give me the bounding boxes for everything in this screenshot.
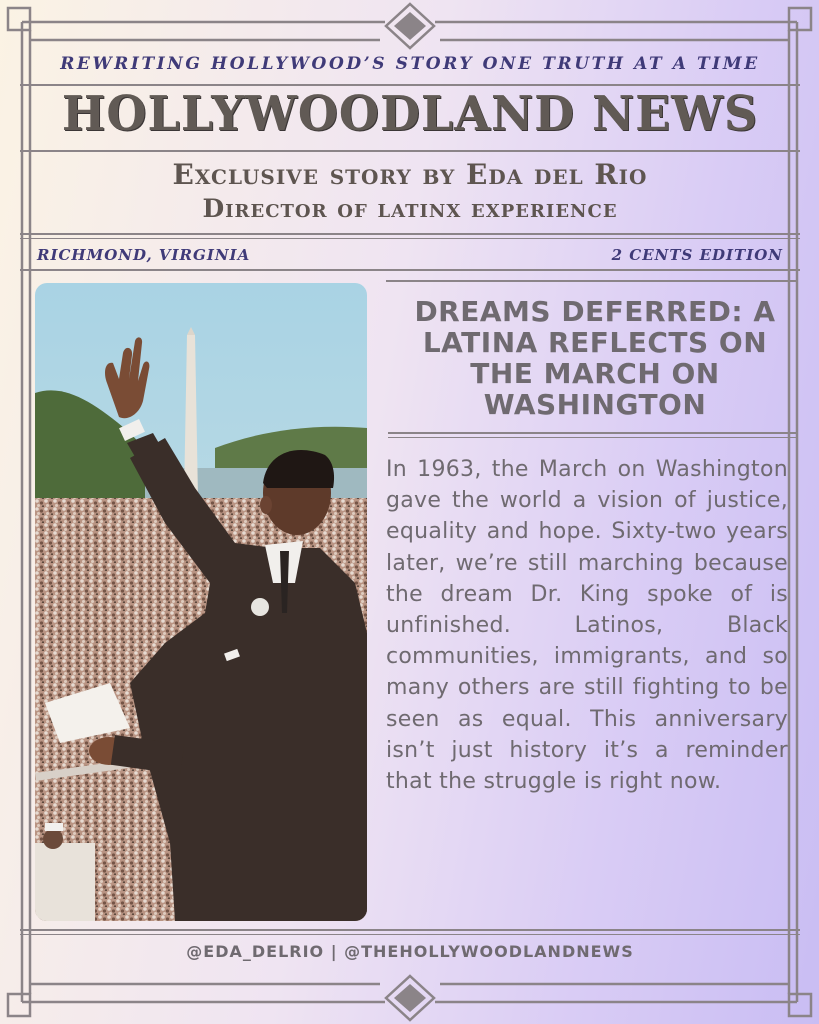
top-diamond-ornament xyxy=(386,4,434,48)
masthead-title: HOLLYWOODLAND NEWS xyxy=(61,86,759,142)
rule-dateline-top xyxy=(20,238,800,239)
article-body: In 1963, the March on Washington gave the world a vision of justice, equality and hope. Sixty-two years later, we’re still marching because the dream Dr. King spoke of is unfinished. Latinos, Black communities, immigrants, and so many others are still fighting to be seen as equal. This anniversary isn’t just history it’s a reminder that the struggle is right now. xyxy=(386,457,788,795)
byline-title: Director of latinx experience xyxy=(202,194,618,223)
rule-above-footer-thin xyxy=(20,934,800,935)
rule-above-headline xyxy=(386,280,796,282)
byline-author: Exclusive story by Eda del Rio xyxy=(172,158,648,191)
dateline-edition: 2 CENTS EDITION xyxy=(611,246,783,264)
bottom-diamond-ornament xyxy=(386,976,434,1020)
rule-under-byline xyxy=(20,233,800,235)
rule-under-headline-thin xyxy=(388,437,796,438)
rule-under-dateline xyxy=(20,269,800,271)
dateline-location: RICHMOND, VIRGINIA xyxy=(37,246,251,264)
social-handles: @EDA_DELRIO | @THEHOLLYWOODLANDNEWS xyxy=(186,942,634,961)
photo-illustration xyxy=(35,283,367,921)
rule-under-headline xyxy=(388,432,796,434)
article-photo xyxy=(35,283,367,921)
rule-above-footer xyxy=(20,929,800,931)
article-headline: DREAMS DEFERRED: A LATINA REFLECTS ON THE MARCH ON WASHINGTON xyxy=(414,295,776,421)
rule-under-masthead xyxy=(20,150,800,152)
tagline: REWRITING HOLLYWOOD’S STORY ONE TRUTH AT A TIME xyxy=(60,54,760,74)
